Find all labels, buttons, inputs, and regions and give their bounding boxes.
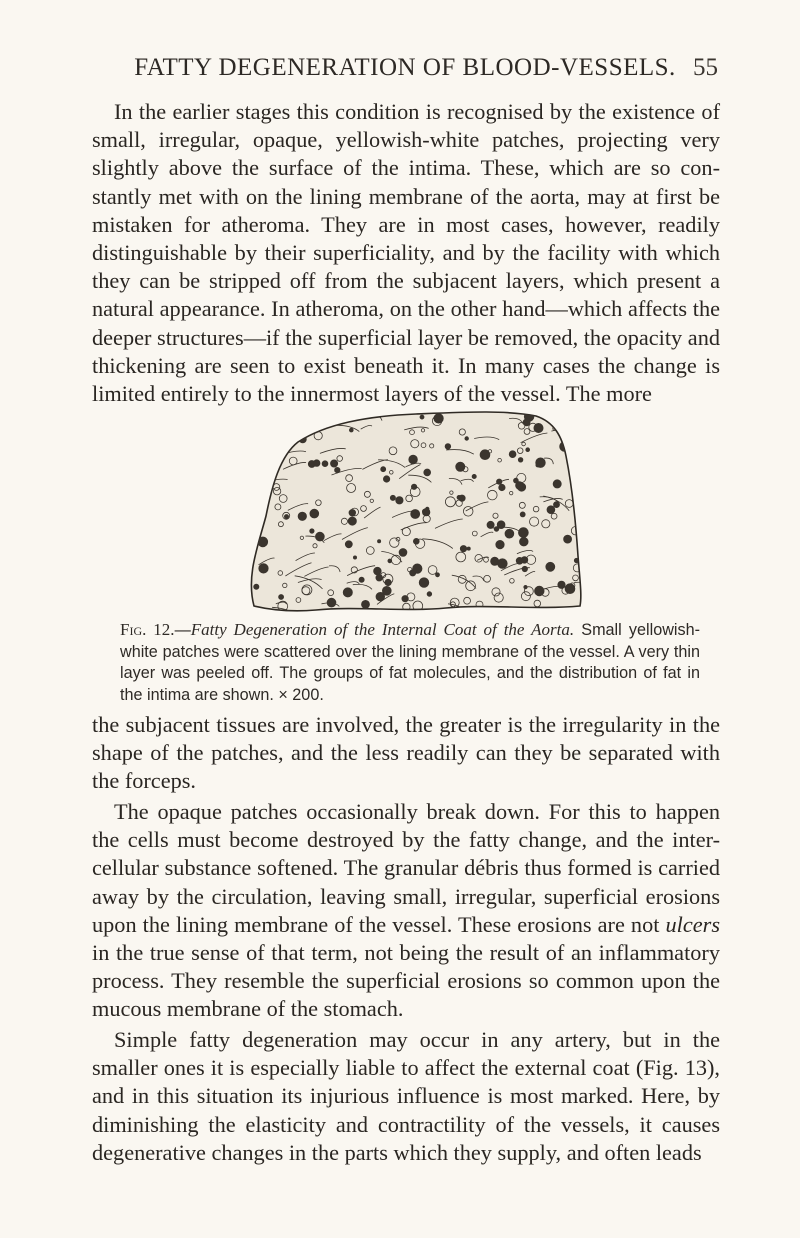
fat-granule <box>359 577 364 582</box>
fiber-stroke <box>566 440 588 451</box>
fat-granule <box>409 455 418 464</box>
fat-granule <box>411 510 420 519</box>
fat-granule <box>522 566 527 571</box>
fat-granule <box>499 484 505 490</box>
fat-granule <box>402 596 408 602</box>
caption-dash: — <box>174 621 191 639</box>
fat-granule <box>487 521 494 528</box>
fat-granule <box>374 567 382 575</box>
fat-granule <box>311 417 319 425</box>
fat-granule <box>516 482 524 490</box>
fat-granule <box>247 551 253 557</box>
fat-granule <box>519 528 529 538</box>
fat-granule <box>376 592 385 601</box>
fat-granule <box>378 540 381 543</box>
fat-granule <box>313 460 320 467</box>
fat-granule <box>536 463 540 467</box>
figure-caption-text: Small yellowish-white patches were scattered over the lining membrane of the vessel. A very thin layer was peeled off. The groups of fat molecules, and the distribution of fat in the intima are shown. × 200. <box>120 621 700 704</box>
fiber-stroke <box>281 417 306 422</box>
fat-granule <box>498 559 508 569</box>
figure-caption <box>120 619 700 706</box>
fat-granule <box>497 479 502 484</box>
fat-granule <box>272 421 275 424</box>
paragraph-3-text-a: The opaque patches occasionally break down. For this to happen the cells must become destroyed by the fatty change, and the inter- cellular substance softened. The granular débris thus formed is carried away by the circulation, leaving small, irregular, superficial erosions upon the lining membrane of the vessel. These erosions are not <box>92 799 720 937</box>
fat-granule <box>310 509 319 518</box>
fat-granule <box>246 454 255 463</box>
paragraph-3-text-b: in the true sense of that term, not being the result of an inflammatory process. They resemble the superficial erosions so common upon the mucous membrane of the stomach. <box>92 940 720 1022</box>
fat-granule <box>564 535 572 543</box>
fat-granule <box>399 549 407 557</box>
fat-granule <box>349 428 353 432</box>
paragraph-4: Simple fatty degeneration may occur in any artery, but in the smaller ones it is especially liable to affect the external coat (Fig. 13), and in this situation its injurious influence is most marked. Here, by diminishing the elasticity and contractility of the vessels, it causes degenerative changes in the parts which they supply, and often leads <box>92 1027 720 1165</box>
figure-title: Fatty Degeneration of the Internal Coat of the Aorta. <box>190 620 575 639</box>
fat-granule <box>319 412 328 421</box>
fat-granule <box>456 462 465 471</box>
fat-granule <box>546 562 555 571</box>
fat-granule <box>524 585 527 588</box>
fat-granule <box>310 529 314 533</box>
fat-granule <box>345 541 352 548</box>
fat-granule <box>413 538 419 544</box>
fat-granule <box>547 506 555 514</box>
running-title: FATTY DEGENERATION OF BLOOD-VESSELS. <box>134 54 676 81</box>
paragraph-2: the subjacent tissues are involved, the greater is the irregularity in the shape of the patches, and the less readily can they be separated with the forceps. <box>92 712 720 794</box>
fat-granule <box>550 415 558 423</box>
fat-granule <box>381 467 386 472</box>
page-number: 55 <box>693 54 718 81</box>
fiber-stroke <box>250 429 281 432</box>
fat-granule <box>362 600 370 608</box>
fat-granule <box>560 442 570 452</box>
fat-granule <box>505 529 514 538</box>
fat-granule <box>390 495 395 500</box>
page-header <box>92 54 718 94</box>
fat-granule <box>348 517 356 525</box>
fat-granule <box>558 581 565 588</box>
fat-granule <box>520 512 525 517</box>
fat-granule <box>535 586 545 596</box>
fat-granule <box>423 509 430 516</box>
fat-granule <box>436 573 440 577</box>
fat-granule <box>279 595 284 600</box>
fat-granule <box>331 460 338 467</box>
fat-granule <box>553 480 561 488</box>
fat-granule <box>520 537 529 546</box>
fat-granule <box>274 438 282 446</box>
fat-granule <box>259 564 268 573</box>
paragraph-3-emphasis: ulcers <box>665 911 720 937</box>
fat-granule <box>419 578 429 588</box>
fat-granule <box>316 532 325 541</box>
fat-granule <box>258 509 265 516</box>
fat-granule <box>571 471 580 480</box>
fat-granule <box>554 502 560 508</box>
paragraph-3 <box>92 798 720 1024</box>
paragraph-1: In the earlier stages this condition is recognised by the existence of small, irregular, opaque, yellowish-white patches, projecting very slightly above the surface of the intima. These, which are so con- stantly met with on the lining membrane of the aorta, may at first be mistaken for atheroma. They are in most cases, however, readily distinguishable by their superficiality, and by the facility with which they can be stripped off from the subjacent layers, which present a natural appearance. In atheroma, on the other hand—which affects the deeper structures—if the superficial layer be removed, the opacity and thickening are seen to exist beneath it. In many cases the change is limited entirely to the innermost layers of the vessel. The more <box>92 99 720 407</box>
fat-granule <box>480 450 490 460</box>
fat-granule <box>467 547 470 550</box>
fat-granule <box>509 451 516 458</box>
fat-granule <box>516 557 523 564</box>
histology-figure <box>236 406 588 618</box>
fat-granule <box>523 419 530 426</box>
fat-granule <box>460 546 466 552</box>
fat-granule <box>335 467 340 472</box>
fat-granule <box>284 515 288 519</box>
fat-granule <box>496 540 504 548</box>
fat-granule <box>459 495 465 501</box>
aorta-intima-illustration <box>236 406 588 618</box>
fiber-stroke <box>275 430 301 433</box>
fat-granule <box>396 497 403 504</box>
fat-granule <box>383 476 389 482</box>
fat-granule <box>254 584 259 589</box>
fat-granule <box>327 598 336 607</box>
fat-granule <box>298 512 306 520</box>
fat-granule <box>376 574 383 581</box>
fat-granule <box>260 421 268 429</box>
fat-granule <box>434 414 443 423</box>
fat-granule <box>518 458 523 463</box>
fat-granule <box>420 415 424 419</box>
fiber-stroke <box>578 456 588 461</box>
fiber-stroke <box>275 426 304 432</box>
fat-granule <box>534 423 543 432</box>
fat-granule <box>256 485 260 489</box>
fat-granule <box>322 461 328 467</box>
fat-granule <box>424 469 431 476</box>
fat-granule <box>494 527 499 532</box>
figure-label: Fig. 12. <box>120 620 175 639</box>
fat-granule <box>343 588 352 597</box>
fat-granule <box>299 436 306 443</box>
fat-granule <box>526 448 530 452</box>
fiber-stroke <box>576 435 588 443</box>
fat-granule <box>353 556 356 559</box>
fat-granule <box>445 444 451 450</box>
fat-granule <box>385 579 391 585</box>
fat-granule <box>574 558 578 562</box>
fat-granule <box>413 564 422 573</box>
fat-granule <box>427 592 432 597</box>
fat-granule <box>465 437 469 441</box>
fat-granule <box>472 474 476 478</box>
